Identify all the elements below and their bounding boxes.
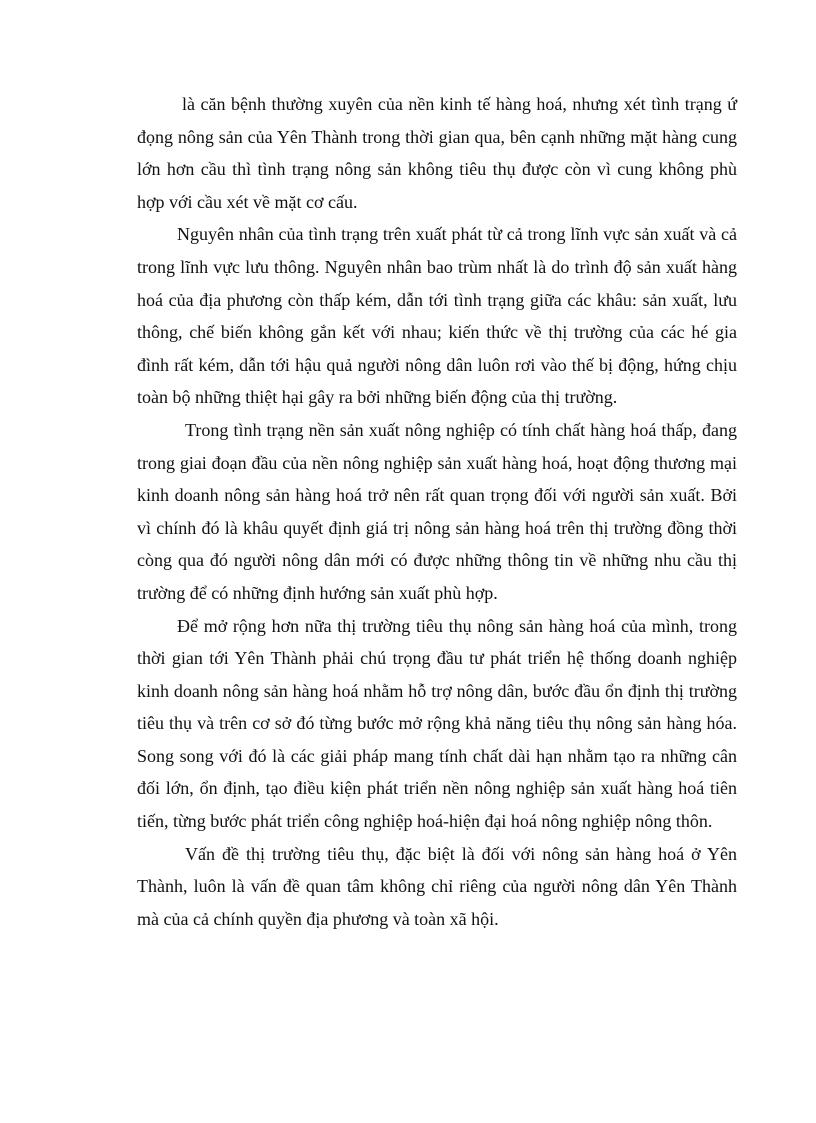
paragraph-5: Vấn đề thị trường tiêu thụ, đặc biệt là đối với nông sản hàng hoá ở Yên Thành, luôn là vấn đề quan tâm không chỉ riêng của người nông dân Yên Thành mà của cả chính quyền địa phương và toàn xã hội. bbox=[137, 843, 737, 929]
paragraph-2: Nguyên nhân của tình trạng trên xuất phát từ cả trong lĩnh vực sản xuất và cả trong lĩnh vực lưu thông. Nguyên nhân bao trùm nhất là do trình độ sản xuất hàng hoá của địa phương còn thấp kém, dẫn tới tình trạng giữa các khâu: sản xuất, lưu thông, chế biến không gắn kết với nhau; kiến thức về thị trường của các hé gia đình rất kém, dẫn tới hậu quả người nông dân luôn rơi vào thế bị động, hứng chịu toàn bộ những thiệt hại gây ra bởi những biến động của thị trường. bbox=[137, 224, 737, 408]
paragraph-3: Trong tình trạng nền sản xuất nông nghiệp có tính chất hàng hoá thấp, đang trong giai đoạn đầu của nền nông nghiệp sản xuất hàng hoá, hoạt động thương mại kinh doanh nông sản hàng hoá trở nên rất quan trọng đối với người sản xuất. Bởi vì chính đó là khâu quyết định giá trị nông sản hàng hoá trên thị trường đồng thời còng qua đó người nông dân mới có được những thông tin về những nhu cầu thị trường để có những định hướng sản xuất phù hợp. bbox=[137, 419, 737, 603]
paragraph-4: Để mở rộng hơn nữa thị trường tiêu thụ nông sản hàng hoá của mình, trong thời gian tới Yên Thành phải chú trọng đầu tư phát triển hệ thống doanh nghiệp kinh doanh nông sản hàng hoá nhằm hỗ trợ nông dân, bước đầu ổn định thị trường tiêu thụ và trên cơ sở đó từng bước mở rộng khả năng tiêu thụ nông sản hàng hóa. Song song với đó là các giải pháp mang tính chất dài hạn nhằm tạo ra những cân đối lớn, ổn định, tạo điều kiện phát triển nền nông nghiệp sản xuất hàng hoá tiên tiến, từng bước phát triển công nghiệp hoá-hiện đại hoá nông nghiệp nông thôn. bbox=[137, 615, 737, 832]
body-text bbox=[137, 88, 737, 935]
paragraph-1: là căn bệnh thường xuyên của nền kinh tế hàng hoá, nhưng xét tình trạng ứ đọng nông sản của Yên Thành trong thời gian qua, bên cạnh những mặt hàng cung lớn hơn cầu thì tình trạng nông sản không tiêu thụ được còn vì cung không phù hợp với cầu xét về mặt cơ cấu. bbox=[137, 94, 737, 212]
